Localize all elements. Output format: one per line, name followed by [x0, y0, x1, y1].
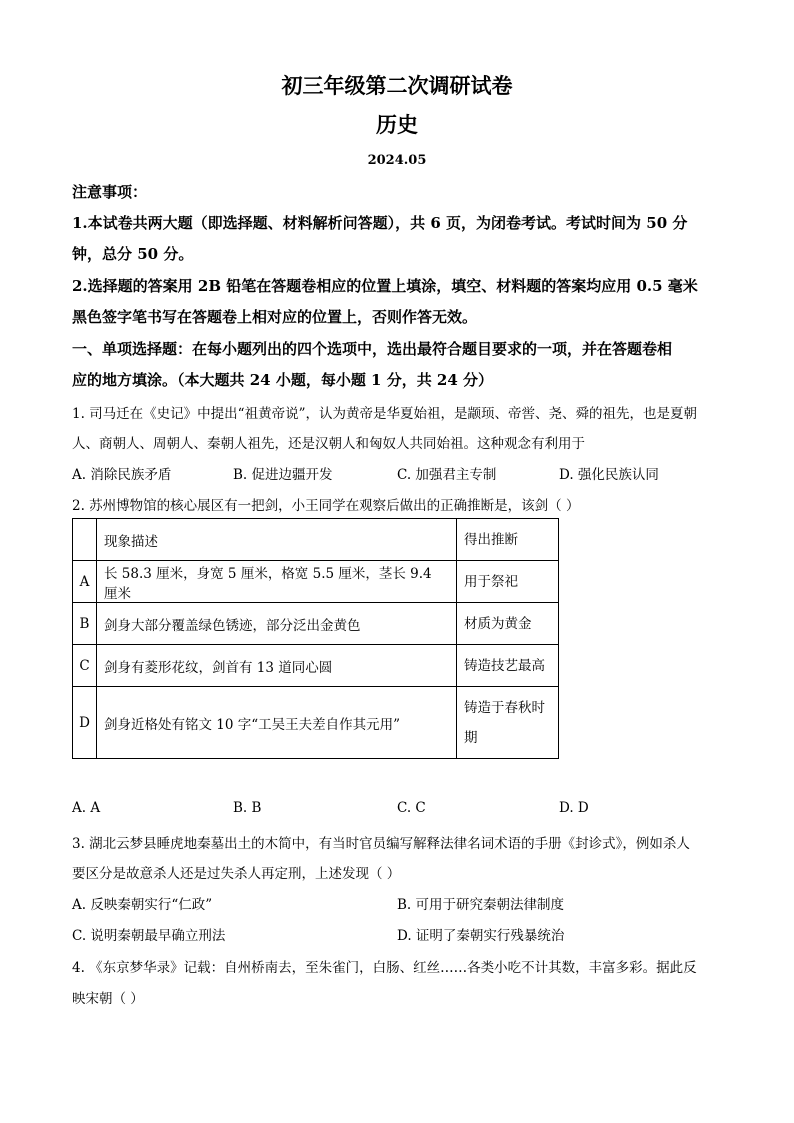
table-header-cell [73, 519, 97, 561]
phenomenon-cell: 剑身近格处有铭文 10 字“工吴王夫差自作其元用” [97, 687, 457, 759]
q1-stem-line-1: 1. 司马迁在《史记》中提出“祖黄帝说”，认为黄帝是华夏始祖，是颛顼、帝喾、尧、舜的祖先，也是夏朝 [72, 406, 697, 422]
notice-heading: 注意事项： [72, 183, 148, 201]
inference-cell: 铸造于春秋时期 [457, 687, 559, 759]
q2-table [72, 518, 559, 759]
inference-cell: 材质为黄金 [457, 603, 559, 645]
phenomenon-cell: 剑身大部分覆盖绿色锈迹，部分泛出金黄色 [97, 603, 457, 645]
notice-item-2-line-2: 黑色签字笔书写在答题卷上相对应的位置上，否则作答无效。 [72, 308, 478, 326]
q1-stem-line-2: 人、商朝人、周朝人、秦朝人祖先，还是汉朝人和匈奴人共同始祖。这种观念有利用于 [72, 436, 585, 452]
phenomenon-cell: 剑身有菱形花纹，剑首有 13 道同心圆 [97, 645, 457, 687]
section-1-heading-line-2: 应的地方填涂。（本大题共 24 小题，每小题 1 分，共 24 分） [72, 371, 494, 389]
q1-option-a: A. 消除民族矛盾 [72, 467, 172, 483]
q1-option-c: C. 加强君主专制 [397, 467, 497, 483]
row-letter: C [73, 645, 97, 687]
table-header-cell: 现象描述 [97, 519, 457, 561]
q4-stem-line-1: 4. 《东京梦华录》记载：自州桥南去，至朱雀门，白肠、红丝……各类小吃不计其数，丰富多彩。据此反 [72, 960, 697, 976]
row-letter: B [73, 603, 97, 645]
q2-option-d: D. D [559, 800, 589, 816]
table-header-row [73, 519, 559, 561]
section-1-heading-line-1: 一、单项选择题：在每小题列出的四个选项中，选出最符合题目要求的一项，并在答题卷相 [72, 340, 673, 358]
inference-cell: 用于祭祀 [457, 561, 559, 603]
q3-option-d: D. 证明了秦朝实行残暴统治 [397, 928, 565, 944]
q3-option-a: A. 反映秦朝实行“仁政” [72, 897, 213, 913]
q4-stem-line-2: 映宋朝（ ） [72, 991, 144, 1007]
q3-stem-line-2: 要区分是故意杀人还是过失杀人再定刑，上述发现（ ） [72, 866, 401, 882]
notice-item-2-line-1: 2.选择题的答案用 2B 铅笔在答题卷相应的位置上填涂，填空、材料题的答案均应用 0.5 毫米 [72, 277, 698, 295]
exam-title: 初三年级第二次调研试卷 [281, 73, 513, 98]
table-row [73, 603, 559, 645]
notice-item-1-line-2: 钟，总分 50 分。 [72, 245, 194, 263]
row-letter: A [73, 561, 97, 603]
row-letter: D [73, 687, 97, 759]
table-row [73, 645, 559, 687]
table-row [73, 561, 559, 603]
q3-option-c: C. 说明秦朝最早确立刑法 [72, 928, 226, 944]
q1-option-d: D. 强化民族认同 [559, 467, 659, 483]
inference-cell: 铸造技艺最高 [457, 645, 559, 687]
exam-date: 2024.05 [367, 153, 427, 168]
q3-option-b: B. 可用于研究秦朝法律制度 [397, 897, 565, 913]
q2-option-a: A. A [72, 800, 101, 816]
q1-option-b: B. 促进边疆开发 [233, 467, 333, 483]
phenomenon-cell: 长 58.3 厘米，身宽 5 厘米，格宽 5.5 厘米，茎长 9.4 厘米 [97, 561, 457, 603]
table-header-cell: 得出推断 [457, 519, 559, 561]
q2-stem: 2. 苏州博物馆的核心展区有一把剑，小王同学在观察后做出的正确推断是，该剑（ ） [72, 498, 580, 514]
q2-option-c: C. C [397, 800, 426, 816]
subject-title: 历史 [376, 112, 418, 137]
notice-item-1-line-1: 1.本试卷共两大题（即选择题、材料解析问答题），共 6 页，为闭卷考试。考试时间为 50 分 [72, 214, 688, 232]
table-row [73, 687, 559, 759]
q3-stem-line-1: 3. 湖北云梦县睡虎地秦墓出土的木简中，有当时官员编写解释法律名词术语的手册《封诊式》，例如杀人 [72, 836, 690, 852]
q2-option-b: B. B [233, 800, 262, 816]
